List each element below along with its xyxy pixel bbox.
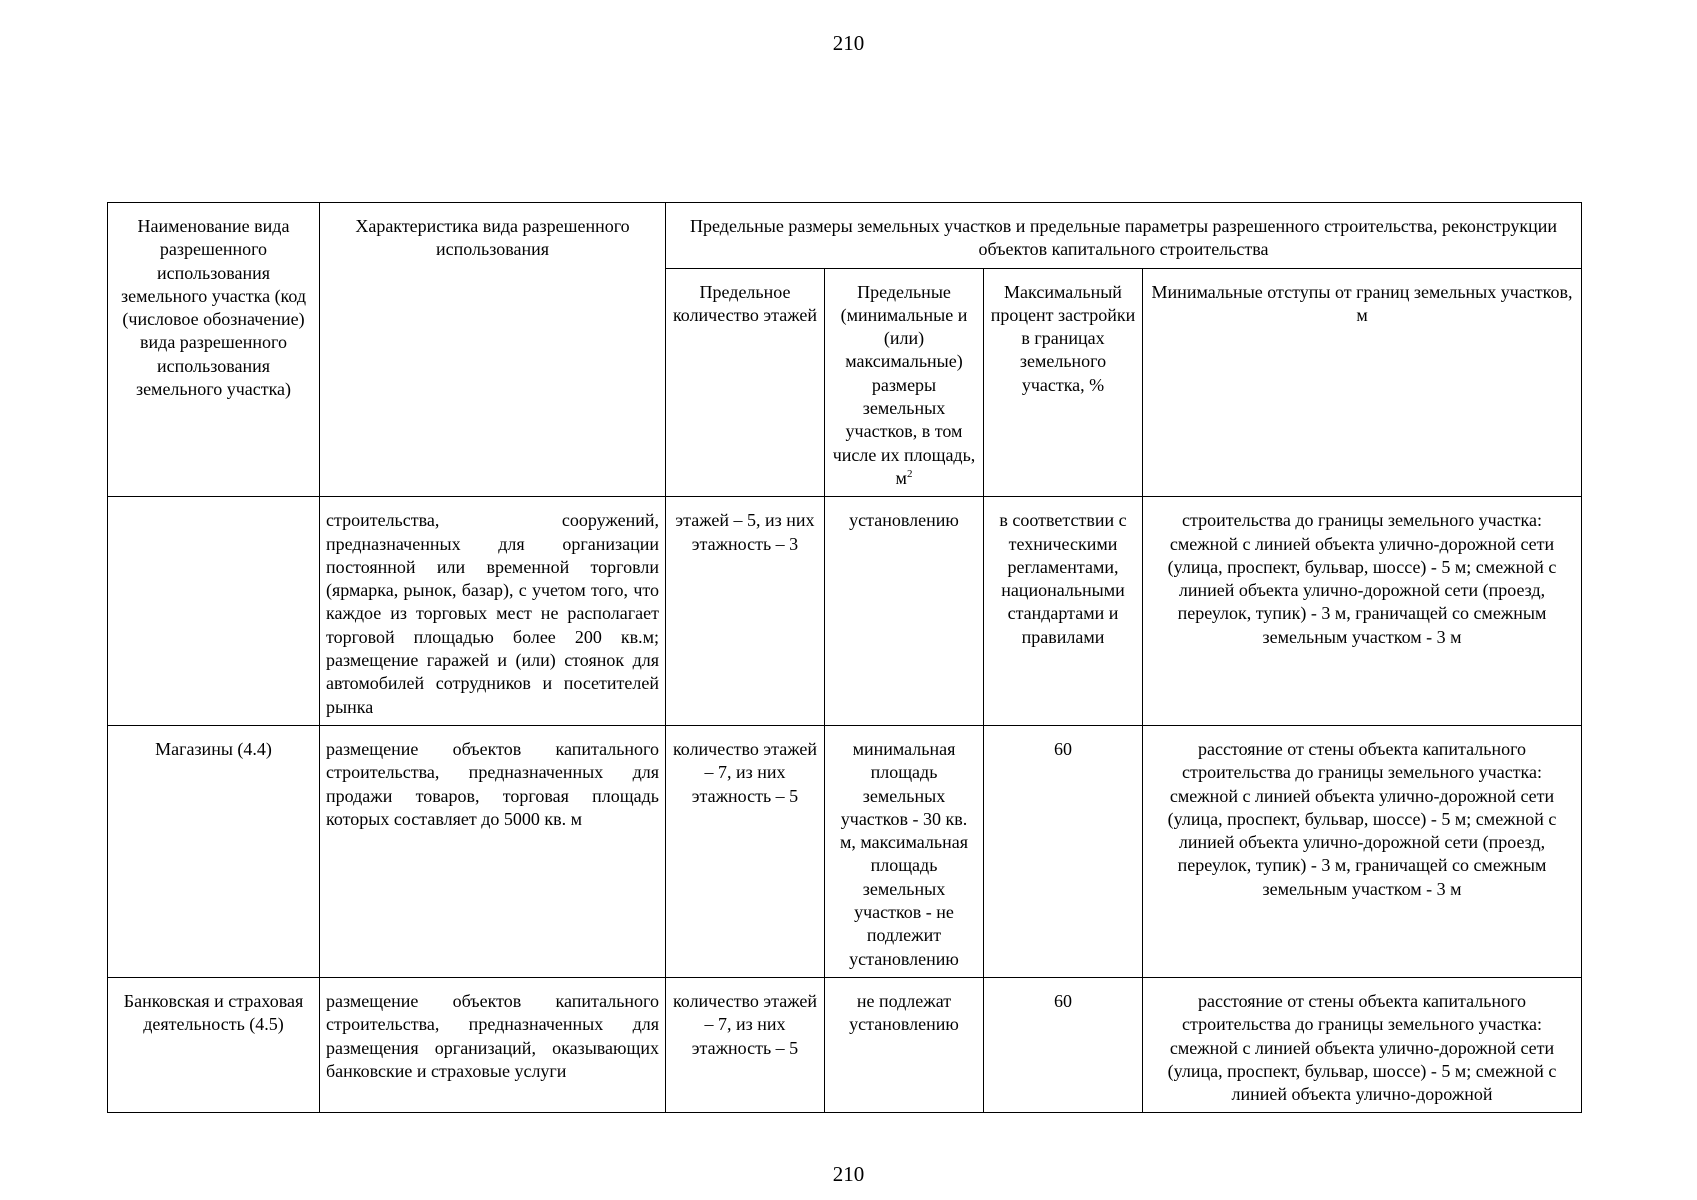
subheader-size: Предельные (минимальные и (или) максимальные) размеры земельных участков, в том числе их площадь, м: [832, 281, 976, 488]
cell-description: строительства, сооружений, предназначенных для организации постоянной или временной торговли (ярмарка, рынок, базар), с учетом того, что каждое из торговых мест не располагает торговой площадью более 200 кв.м; размещение гаражей и (или) стоянок для автомобилей сотрудников и посетителей рынка: [320, 497, 666, 726]
cell-floors: количество этажей – 7, из них этажность – 5: [666, 725, 825, 977]
header-limits-cell: [666, 203, 1582, 269]
cell-percent: 60: [984, 977, 1143, 1112]
cell-size: не подлежат установлению: [825, 977, 984, 1112]
page-number-top: 210: [832, 31, 865, 55]
cell-name: [108, 497, 320, 726]
subheader-percent-cell: [984, 268, 1143, 497]
subheader-setbacks: Минимальные отступы от границ земельных участков, м: [1151, 281, 1573, 325]
cell-percent: 60: [984, 725, 1143, 977]
header-desc-cell: [320, 203, 666, 497]
table-row: [108, 725, 1582, 977]
cell-percent: в соответствии с техническими регламентами, национальными стандартами и правилами: [984, 497, 1143, 726]
header-limits: Предельные размеры земельных участков и предельные параметры разрешенного строительства, реконструкции объектов капитального строительства: [690, 216, 1557, 260]
header-description: Характеристика вида разрешенного использования: [355, 216, 630, 260]
cell-size: установлению: [825, 497, 984, 726]
subheader-floors-cell: [666, 268, 825, 497]
header-name-cell: [108, 203, 320, 497]
header-row: [108, 203, 1582, 269]
land-use-table: [107, 202, 1582, 1113]
page-number-bottom: 210: [832, 1162, 865, 1186]
cell-description: размещение объектов капитального строительства, предназначенных для продажи товаров, торговая площадь которых составляет до 5000 кв. м: [320, 725, 666, 977]
cell-floors: количество этажей – 7, из них этажность – 5: [666, 977, 825, 1112]
subheader-percent: Максимальный процент застройки в границах земельного участка, %: [990, 281, 1136, 395]
subheader-size-cell: [825, 268, 984, 497]
cell-name: Магазины (4.4): [108, 725, 320, 977]
cell-setbacks: строительства до границы земельного участка: смежной с линией объекта улично-дорожной сети (улица, проспект, бульвар, шоссе) - 5 м; смежной с линией объекта улично-дорожной сети (проезд, переулок, тупик) - 3 м, граничащей со смежным земельным участком - 3 м: [1143, 497, 1582, 726]
header-name: Наименование вида разрешенного использования земельного участка (код (числовое обозначение) вида разрешенного использования земельного участка): [120, 216, 307, 400]
cell-name: Банковская и страховая деятельность (4.5): [108, 977, 320, 1112]
table-row: [108, 497, 1582, 726]
cell-description: размещение объектов капитального строительства, предназначенных для размещения организаций, оказывающих банковские и страховые услуги: [320, 977, 666, 1112]
table-row: [108, 977, 1582, 1112]
cell-setbacks: расстояние от стены объекта капитального строительства до границы земельного участка: смежной с линией объекта улично-дорожной сети (улица, проспект, бульвар, шоссе) - 5 м; смежной с линией объекта улично-дорожной: [1143, 977, 1582, 1112]
superscript-2: 2: [906, 467, 913, 480]
cell-floors: этажей – 5, из них этажность – 3: [666, 497, 825, 726]
subheader-setbacks-cell: [1143, 268, 1582, 497]
cell-size: минимальная площадь земельных участков - 30 кв. м, максимальная площадь земельных участков - не подлежит установлению: [825, 725, 984, 977]
cell-setbacks: расстояние от стены объекта капитального строительства до границы земельного участка: смежной с линией объекта улично-дорожной сети (улица, проспект, бульвар, шоссе) - 5 м; смежной с линией объекта улично-дорожной сети (проезд, переулок, тупик) - 3 м, граничащей со смежным земельным участком - 3 м: [1143, 725, 1582, 977]
subheader-floors: Предельное количество этажей: [672, 281, 818, 325]
